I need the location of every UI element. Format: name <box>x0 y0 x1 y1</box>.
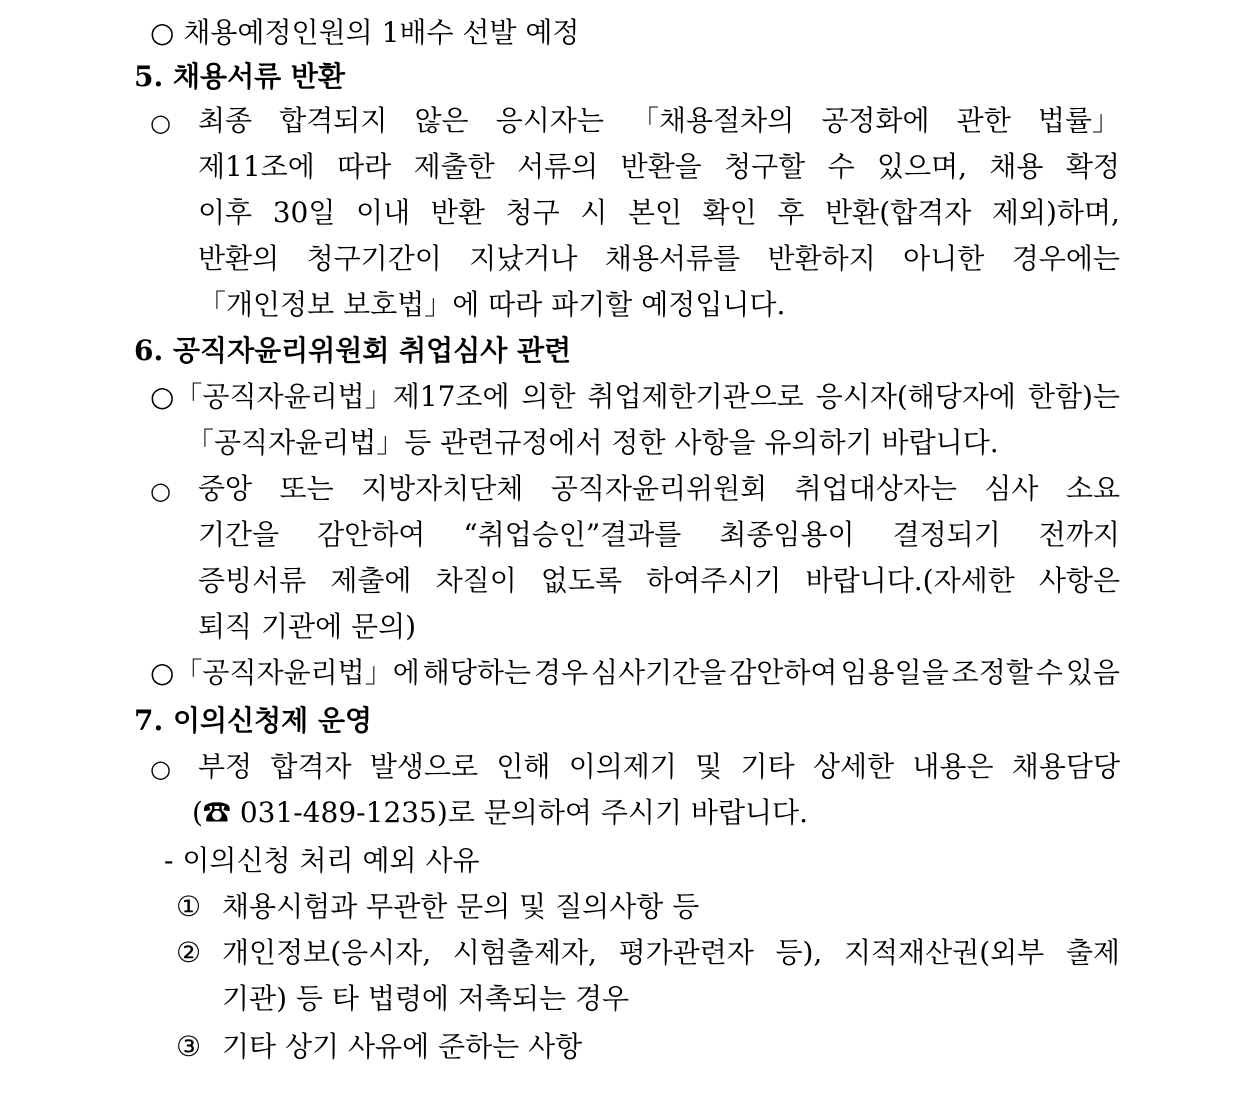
section7-line-2: (☎ 031-489-1235)로 문의하여 주시기 바랍니다. <box>192 796 808 829</box>
section5-line-4: 반환의 청구기간이 지났거나 채용서류를 반환하지 아니한 경우에는 <box>198 242 1120 275</box>
section6-item2-line-1: 중앙 또는 지방자치단체 공직자윤리위원회 취업대상자는 심사 소요 <box>198 472 1120 505</box>
section6-item1-line-2: 「공직자윤리법」등 관련규정에서 정한 사항을 유의하기 바랍니다. <box>186 426 999 459</box>
exception-3-text: 기타 상기 사유에 준하는 사항 <box>222 1030 583 1063</box>
section7-heading: 7. 이의신청제 운영 <box>134 704 373 737</box>
exceptions-title: - 이의신청 처리 예외 사유 <box>164 844 480 877</box>
exception-1-marker: ① <box>176 890 202 923</box>
section6-heading: 6. 공직자윤리위원회 취업심사 관련 <box>134 334 572 367</box>
exception-2-marker: ② <box>176 936 202 969</box>
section6-item3: ○「공직자윤리법」에 해당하는 경우 심사기간을 감안하여 임용일을 조정할 수 있음 <box>150 656 1120 689</box>
exception-3-marker: ③ <box>176 1030 202 1063</box>
exception-2-line-1: 개인정보(응시자, 시험출제자, 평가관련자 등), 지적재산권(외부 출제 <box>222 936 1120 969</box>
section5-line-2: 제11조에 따라 제출한 서류의 반환을 청구할 수 있으며, 채용 확정 <box>198 150 1120 183</box>
section5-line-5: 「개인정보 보호법」에 따라 파기할 예정입니다. <box>198 288 786 321</box>
section5-line-1: 최종 합격되지 않은 응시자는 「채용절차의 공정화에 관한 법률」 <box>198 104 1120 137</box>
exception-1-text: 채용시험과 무관한 문의 및 질의사항 등 <box>222 890 700 923</box>
section6-item2-line-3: 증빙서류 제출에 차질이 없도록 하여주시기 바랍니다.(자세한 사항은 <box>198 564 1120 597</box>
section5-line-3: 이후 30일 이내 반환 청구 시 본인 확인 후 반환(합격자 제외)하며, <box>198 196 1120 229</box>
section5-heading: 5. 채용서류 반환 <box>134 60 346 93</box>
section7-line-1: 부정 합격자 발생으로 인해 이의제기 및 기타 상세한 내용은 채용담당 <box>198 750 1120 783</box>
section6-item1-line-1: ○「공직자윤리법」제17조에 의한 취업제한기관으로 응시자(해당자에 한함)는 <box>150 380 1120 413</box>
section6-item2-bullet: ○ <box>150 477 171 505</box>
section5-bullet: ○ <box>150 109 171 137</box>
intro-bullet: ○ 채용예정인원의 1배수 선발 예정 <box>150 16 580 49</box>
section7-bullet: ○ <box>150 755 171 783</box>
section6-item2-line-4: 퇴직 기관에 문의) <box>198 610 417 643</box>
section6-item2-line-2: 기간을 감안하여 “취업승인”결과를 최종임용이 결정되기 전까지 <box>198 518 1120 551</box>
exception-2-line-2: 기관) 등 타 법령에 저촉되는 경우 <box>222 982 630 1015</box>
